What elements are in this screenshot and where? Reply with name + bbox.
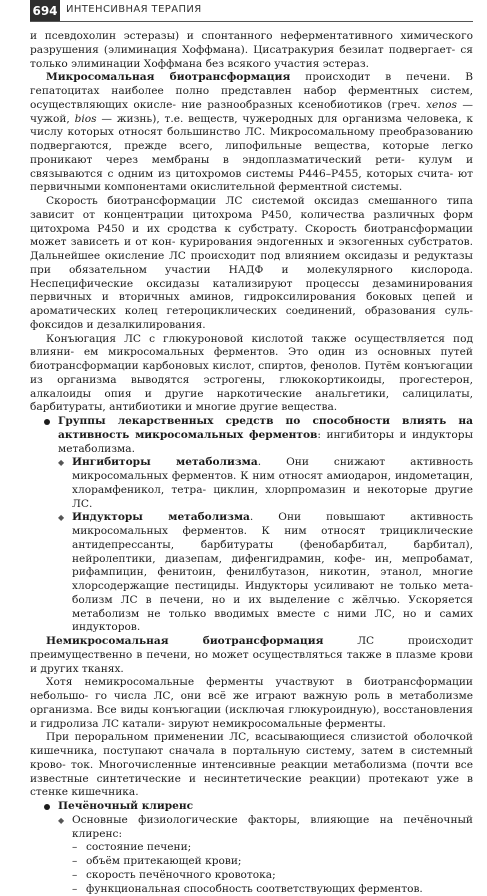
paragraph-nonmicrosomal: Немикросомальная биотрансформация ЛС происходит преимущественно в печени, но может осуществляться также в плазме крови и других тканях. xyxy=(30,635,473,676)
page-number: 694 xyxy=(30,0,60,22)
term-nonmicrosomal: Немикросомальная биотрансформация xyxy=(46,635,323,647)
list-item: – скорость печёночного кровотока; xyxy=(72,869,473,883)
page-body xyxy=(30,30,473,896)
paragraph-oral-administration: При пероральном применении ЛС, всасывающиеся слизистой оболочкой кишечника, поступают сначала в портальную систему, затем в системный крово- ток. Многочисленные интенсивные реакции метаболизма (почти все известные синтетические и несинтетические реакции) протекают уже в стенке кишечника. xyxy=(30,731,473,800)
list-item: – состояние печени; xyxy=(72,841,473,855)
sublist xyxy=(58,456,473,635)
list-item: – объём притекающей крови; xyxy=(72,855,473,869)
list-item: Группы лекарственных средств по способности влиять на активность микросомальных ферментов: ингибиторы и индукторы метаболизма. ◆ Ингибиторы метаболизма. Они снижают активность микросомальных ферментов. К ним относят амиодарон, индометацин, хлорамфеникол, тетра- циклин, хлорпромазин и некоторые другие ЛС. ◆ Индукторы метаболизма. Они повышают активность микросомальных ферментов. К ним относят трициклические антидепрессанты, барбитураты (фенобарбитал, барбитал), нейролептики, диазепам, дифенгидрамин, кофе- ин, мепробамат, рифампицин, фенитоин, фенилбутазон, никотин, этанол, многие хлорсодержащие пестициды. Индукторы усиливают не только мета- болизм ЛС в печени, но и их выделение с жёлчью. Ускоряется метаболизм не только вводимых вместе с ними ЛС, но и самих индукторов. xyxy=(42,415,473,635)
paragraph-nonmicrosomal-enzymes: Хотя немикросомальные ферменты участвуют в биотрансформации небольшо- го числа ЛС, они всё же играют важную роль в метаболизме организма. Все виды конъюгации (исключая глюкуроидную), восстановления и гидролиза ЛС катали- зируют немикросомальные ферменты. xyxy=(30,676,473,731)
list-item: ◆ Индукторы метаболизма. Они повышают активность микросомальных ферментов. К ним относят трициклические антидепрессанты, барбитураты (фенобарбитал, барбитал), нейролептики, диазепам, дифенгидрамин, кофе- ин, мепробамат, рифампицин, фенитоин, фенилбутазон, никотин, этанол, многие хлорсодержащие пестициды. Индукторы усиливают не только мета- болизм ЛС в печени, но и их выделение с жёлчью. Ускоряется метаболизм не только вводимых вместе с ними ЛС, но и самих индукторов. xyxy=(58,511,473,635)
running-title: ИНТЕНСИВНАЯ ТЕРАПИЯ xyxy=(66,4,202,15)
header-divider xyxy=(30,21,473,22)
sublist xyxy=(58,814,473,896)
list-item: ◆ Ингибиторы метаболизма. Они снижают активность микросомальных ферментов. К ним относят амиодарон, индометацин, хлорамфеникол, тетра- циклин, хлорпромазин и некоторые другие ЛС. xyxy=(58,456,473,511)
factors-list xyxy=(72,841,473,896)
page-header xyxy=(30,0,473,30)
paragraph-conjugation: Конъюгация ЛС с глюкуроновой кислотой также осуществляется под влияни- ем микросомальных ферментов. Это один из основных путей биотрансформации карбоновых кислот, спиртов, фенолов. Путём конъюгации из организма выводятся эстрогены, глюкокортикоиды, прогестерон, алкалоиды опия и другие наркотические анальгетики, салицилаты, барбитураты, антибиотики и многие другие вещества. xyxy=(30,333,473,416)
list-item: – функциональная способность соответствующих ферментов. xyxy=(72,883,473,896)
drug-groups-list xyxy=(30,415,473,635)
paragraph-biotransformation-rate: Скорость биотрансформации ЛС системой оксидаз смешанного типа зависит от концентрации цитохрома Р450, количества различных форм цитохрома Р450 и их сродства к субстрату. Скорость биотрансформации может зависеть и от кон- курирования эндогенных и экзогенных субстратов. Дальнейшее окисление ЛС происходит под влиянием оксидазы и редуктазы при обязательном участии НАДФ и молекулярного кислорода. Неспецифические оксидазы катализируют процессы дезаминирования первичных и вторичных аминов, гидроксилирования боковых цепей и ароматических колец гетероциклических соединений, образования суль- фоксидов и дезалкилирования. xyxy=(30,195,473,333)
list-item: Печёночный клиренс ◆ Основные физиологические факторы, влияющие на печёночный клиренс: – состояние печени; – объём притекающей крови; – скорость печёночного кровотока; – функциональная способность соответствующих ферментов. xyxy=(42,800,473,896)
paragraph-continued: и псевдохолин эстеразы) и спонтанного неферментативного химического разрушения (элиминация Хоффмана). Цисатракурия безилат подвергает- ся только элиминации Хоффмана без всякого участия эстераз. xyxy=(30,30,473,71)
hepatic-clearance-list xyxy=(30,800,473,896)
list-item: ◆ Основные физиологические факторы, влияющие на печёночный клиренс: – состояние печени; – объём притекающей крови; – скорость печёночного кровотока; – функциональная способность соответствующих ферментов. xyxy=(58,814,473,896)
paragraph-microsomal: Микросомальная биотрансформация происходит в печени. В гепатоцитах наиболее полно представлен набор ферментных систем, осуществляющих окисле- ние разнообразных ксенобиотиков (греч. xenos — чужой, bios — жизнь), т.е. веществ, чужеродных для организма человека, к числу которых относят большинство ЛС. Микросомальному преобразованию подвергаются, прежде всего, липофильные вещества, которые легко проникают через мембраны в эндоплазматический рети- кулум и связываются с одним из цитохромов системы Р446–Р455, которых счита- ют первичными компонентами окислительной ферментной системы. xyxy=(30,71,473,195)
term-microsomal: Микросомальная биотрансформация xyxy=(46,71,290,83)
